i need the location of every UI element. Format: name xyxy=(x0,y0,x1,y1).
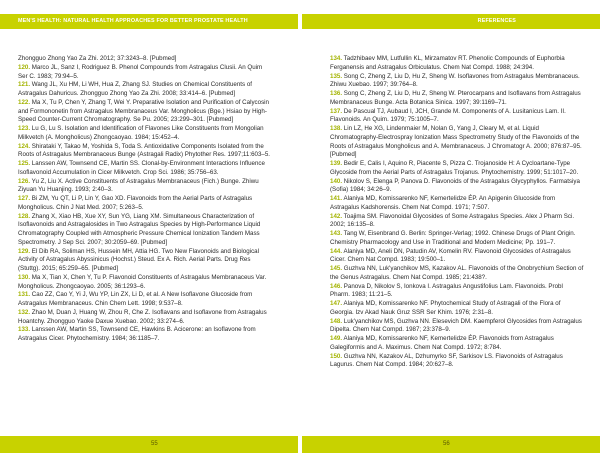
reference-entry xyxy=(18,64,272,82)
reference-number: 129. xyxy=(18,247,31,255)
page-number: 56 xyxy=(443,441,450,447)
reference-number: 149. xyxy=(330,335,343,342)
reference-entry xyxy=(330,90,584,108)
reference-number: 133. xyxy=(18,326,31,334)
reference-entry xyxy=(330,300,584,318)
reference-text: Luk'yanchikov MS, Guzhva NN. Elesevich DM. Kaempferol Glycosides from Astragalus Dipelta. Chem Nat Compd. 1987; 23:378–9. xyxy=(330,317,582,334)
reference-entry xyxy=(330,213,584,231)
reference-entry xyxy=(18,125,272,143)
reference-text: Song C, Zheng Z, Liu D, Hu Z, Sheng W. Pterocarpans and Isoflavans from Astragalus Membranaceus Bunge. Acta Botanica Sinica. 1997; 39:1169–71. xyxy=(330,90,581,106)
reference-entry xyxy=(18,178,272,196)
reference-number: 128. xyxy=(18,212,31,220)
reference-number: 140. xyxy=(330,177,343,185)
running-header-title: MEN'S HEALTH: NATURAL HEALTH APPROACHES FOR BETTER PROSTATE HEALTH xyxy=(18,18,248,24)
reference-entry xyxy=(330,230,584,248)
reference-number: 145. xyxy=(330,265,343,272)
reference-text: Nikolov S, Elenga P, Panova D. Flavonoids of the Astragalus Glycyphyllos. Farmatsiya (Sofia) 1984; 34:26–9. xyxy=(330,177,580,194)
reference-text: Zhongguo Zhong Yao Za Zhi. 2012; 37:3243–8. [Pubmed] xyxy=(18,55,177,62)
reference-text: Bedir E, Calis I, Aquino R, Piacente S, Pizza C. Trojanoside H: A Cycloartane-Type Glycoside from the Aerial Parts of Astragalus Trojanus. Phytochemistry. 1999; 51:1017–20. xyxy=(330,160,579,176)
reference-entry xyxy=(18,55,272,64)
reference-entry xyxy=(330,318,584,336)
right-running-header xyxy=(302,14,600,29)
reference-entry xyxy=(330,265,584,283)
reference-entry xyxy=(330,195,584,213)
reference-entry xyxy=(18,291,272,309)
reference-number: 130. xyxy=(18,273,31,281)
reference-number: 137. xyxy=(330,107,343,115)
reference-text: Marco JL, Sanz I, Rodriguez B. Phenol Compounds from Astragalus Clusii. An Quim Ser C. 1983; 79:94–5. xyxy=(18,63,263,80)
reference-text: Tang W, Eisenbrand G. Berlin: Springer-Verlag; 1992. Chinese Drugs of Plant Origin. Chemistry Pharmacology and Use in Traditional and Modern Medicine; Pp. 191–7. xyxy=(330,230,576,246)
reference-text: Lanssen AW, Townsend CE, Martin SS. Clonal-by-Environment Interactions Influence Isoflavonoid Accumulation in Cicer Milkvetch. Crop Sci. 1986; 35:756–63. xyxy=(18,160,265,176)
reference-entry xyxy=(330,125,584,160)
reference-number: 147. xyxy=(330,300,343,307)
left-page-footer xyxy=(0,436,298,453)
reference-text: Zhao M, Duan J, Huang W, Zhou R, Che Z. Isoflavans and Isoflavone from Astragalus Hoantchy. Zhongguo Yaoke Daxue Xuebao. 2002; 33:274–6. xyxy=(18,308,267,325)
reference-number: 131. xyxy=(18,291,31,299)
reference-entry xyxy=(18,99,272,125)
reference-text: Bi ZM, Yu QT, Li P, Lin Y, Gao XD. Flavonoids from the Aerial Parts of Astragalus Mongholicus. Chin J Nat Med. 2007; 5:263–5. xyxy=(18,195,253,211)
reference-number: 124. xyxy=(18,142,31,150)
reference-number: 122. xyxy=(18,98,31,106)
reference-text: Song C, Zheng Z, Liu D, Hu Z, Sheng W. Isoflavones from Astragalus Membranaceus. Zhiwu Xuebao. 1997; 39:764–8. xyxy=(330,72,580,89)
reference-number: 123. xyxy=(18,125,31,132)
reference-number: 150. xyxy=(330,352,343,360)
reference-entry xyxy=(18,160,272,178)
reference-text: Cao ZZ, Cao Y, Yi J, Wu YP, Lin ZX, Li D, et al. A New Isoflavone Glucoside from Astragalus Membranaceus. Chin Chem Lett. 1998; 9:537–8. xyxy=(18,291,253,307)
reference-number: 126. xyxy=(18,177,31,185)
reference-entry xyxy=(18,326,272,344)
reference-text: Shirataki Y, Takao M, Yoshida S, Toda S. Antioxidative Components Isolated from the Roots of Astragalus Membranaceus Bunge (Astragali Radix) Phytother Res. 1997;11:603–5. xyxy=(18,142,270,159)
reference-entry xyxy=(330,73,584,91)
reference-text: Alaniya MD, Komissarenko NF. Phytochemical Study of Astragali of the Flora of Georgia. Izv Akad Nauk Gruz SSR Ser Khim. 1976; 2:31–8. xyxy=(330,300,561,316)
reference-number: 142. xyxy=(330,212,343,220)
reference-text: Yu Z, Liu X. Active Constituents of Astragalus Membranaceus (Fich.) Bunge. Zhiwu Ziyuan Yu Huanjing. 1993; 2:40–3. xyxy=(18,177,259,194)
reference-text: Lanssen AW, Martin SS, Townsend CE, Hawkins B. Acicerone: an Isoflavone from Astragalus Cicer. Phytochemistry. 1984; 36:1185–7. xyxy=(18,326,256,342)
reference-text: Guzhva NN, Luk'yanchikov MS, Kazakov AL. Flavonoids of the Onobrychium Section of the Genus Astragalus. Chem Nat Compd. 1985; 21:438?. xyxy=(330,265,584,281)
reference-number: 135. xyxy=(330,72,343,80)
reference-entry xyxy=(330,353,584,371)
reference-entry xyxy=(18,274,272,292)
reference-entry xyxy=(18,248,272,274)
reference-text: Lin LZ, He XG, Lindenmaier M, Nolan G, Yang J, Cleary M, et al. Liquid Chromatography-Electrospray Ionization Mass Spectrometry Study of the Flavonoids of the Roots of Astragalus Mongholicus and A. Membranaceus. J Chromatogr A. 2000; 876:87–95. [Pubmed] xyxy=(330,125,582,159)
reference-number: 146. xyxy=(330,282,343,290)
reference-number: 127. xyxy=(18,195,31,202)
reference-text: Ma X, Tian X, Chen Y, Tu P. Flavonoid Constituents of Astragalus Membranaceus Var. Mongholicus. Zhongcaoyao. 2005; 36:1293–6. xyxy=(18,273,267,290)
reference-number: 141. xyxy=(330,195,343,202)
reference-text: El Dib RA, Soliman HS, Hussein MH, Attia HG. Two New Flavonoids and Biological Activity of Astragalus Abyssinicus (Hochst.) Steud. Ex A. Rich. Aerial Parts. Drug Res (Stuttg). 2015; 65:259–65. [Pubmed] xyxy=(18,247,259,272)
reference-number: 139. xyxy=(330,160,343,167)
reference-number: 148. xyxy=(330,317,343,325)
reference-entry xyxy=(18,213,272,248)
reference-number: 120. xyxy=(18,63,31,71)
reference-number: 132. xyxy=(18,308,31,316)
reference-text: Alaniya MD, Aneli DN, Patudin AV, Komelin RV. Flavonoid Glycosides of Astragalus Cicer. Chem Nat Compd. 1983; 19:500–1. xyxy=(330,247,571,264)
left-reference-column xyxy=(18,55,272,344)
reference-text: Alaniya MD, Komissarenko NF, Kemertelidze ÉP. An Apigenin Glucoside from Astragalus Kadshorensis. Chem Nat Compd. 1971; 7:507. xyxy=(330,195,556,211)
reference-entry xyxy=(330,248,584,266)
reference-entry xyxy=(330,283,584,301)
reference-entry xyxy=(18,81,272,99)
reference-entry xyxy=(18,143,272,161)
reference-number: 125. xyxy=(18,160,31,167)
right-reference-column xyxy=(330,55,584,370)
reference-entry xyxy=(330,335,584,353)
reference-text: Lu G, Lu S. Isolation and Identification of Flavones Like Constituents from Mongolian Milkvetch (A. Mongholicus) Zhongcaoyao. 1984; 15:452–4. xyxy=(18,125,264,141)
reference-text: Tadzhibaev MM, Lutfullin KL, Mirzamatov RT. Phenolic Compounds of Euphorbia Ferganensis and Astragalus Orbiculatus. Chem Nat Compd. 1988; 24:394. xyxy=(330,55,565,71)
reference-text: Toajima SM. Flavonoidal Glycosides of Some Astragalus Species. Alex J Pharm Sci. 2002; 16:135–8. xyxy=(330,212,575,229)
reference-text: Panova D, Nikolov S, Ionkova I. Astragalus Angustifolius Lam. Flavonoids. Probl Pharm. 1983; 11:21–5. xyxy=(330,282,563,299)
reference-number: 121. xyxy=(18,81,31,89)
reference-number: 134. xyxy=(330,55,343,62)
reference-text: Alaniya MD, Komissarenko NF, Kemertelidze ÉP. Flavonoids from Astragalus Galegiformis and A. Maximus. Chem Nat Compd. 1972; 8:784. xyxy=(330,335,554,351)
reference-entry xyxy=(330,178,584,196)
left-running-header xyxy=(0,14,298,29)
section-title: REFERENCES xyxy=(477,18,516,24)
reference-text: Zhang X, Xiao HB, Xue XY, Sun YG, Liang XM. Simultaneous Characterization of Isoflavonoids and Astragalosides in Two Astragalus Species by High-Performance Liquid Chromatography Coupled with Atmospheric Pressure Chemical Ionization Tandem Mass Spectrometry. J Sep Sci. 2007; 30:2059–69. [Pubmed] xyxy=(18,212,261,246)
reference-entry xyxy=(18,309,272,327)
right-page-footer xyxy=(302,436,600,453)
reference-number: 136. xyxy=(330,90,343,97)
reference-text: Guzhva NN, Kazakov AL, Dzhumyrko SF, Sarkisov LS. Flavonoids of Astragalus Lagurus. Chem Nat Compd. 1984; 20:627–8. xyxy=(330,352,563,369)
reference-number: 144. xyxy=(330,247,343,255)
reference-text: Wang JL, Xu HM, Li WH, Hua Z, Zhang SJ. Studies on Chemical Constituents of Astragalus Dahuricus. Zhongguo Zhong Yao Za Zhi. 2008; 33:414–6. [Pubmed] xyxy=(18,81,252,97)
reference-text: Ma X, Tu P, Chen Y, Zhang T, Wei Y. Preparative Isolation and Purification of Calycosin and Formononetin from Astragalus Membranaceus Var. Mongholicus (Bge.) Hsiao by High-Speed Counter-Current Chromatography. Se Pu. 2005; 23:299–301. [Pubmed] xyxy=(18,98,269,124)
reference-number: 138. xyxy=(330,125,343,132)
reference-number: 143. xyxy=(330,230,343,237)
reference-text: De Pascual TJ, Aubaud I, JCH, Grande M. Components of A. Lusitanicus Lam. II. Flavonoids. An Quim. 1979; 75:1005–7. xyxy=(330,107,566,124)
reference-entry xyxy=(330,160,584,178)
page-number: 55 xyxy=(151,441,158,447)
reference-entry xyxy=(330,108,584,126)
reference-entry xyxy=(330,55,584,73)
reference-entry xyxy=(18,195,272,213)
